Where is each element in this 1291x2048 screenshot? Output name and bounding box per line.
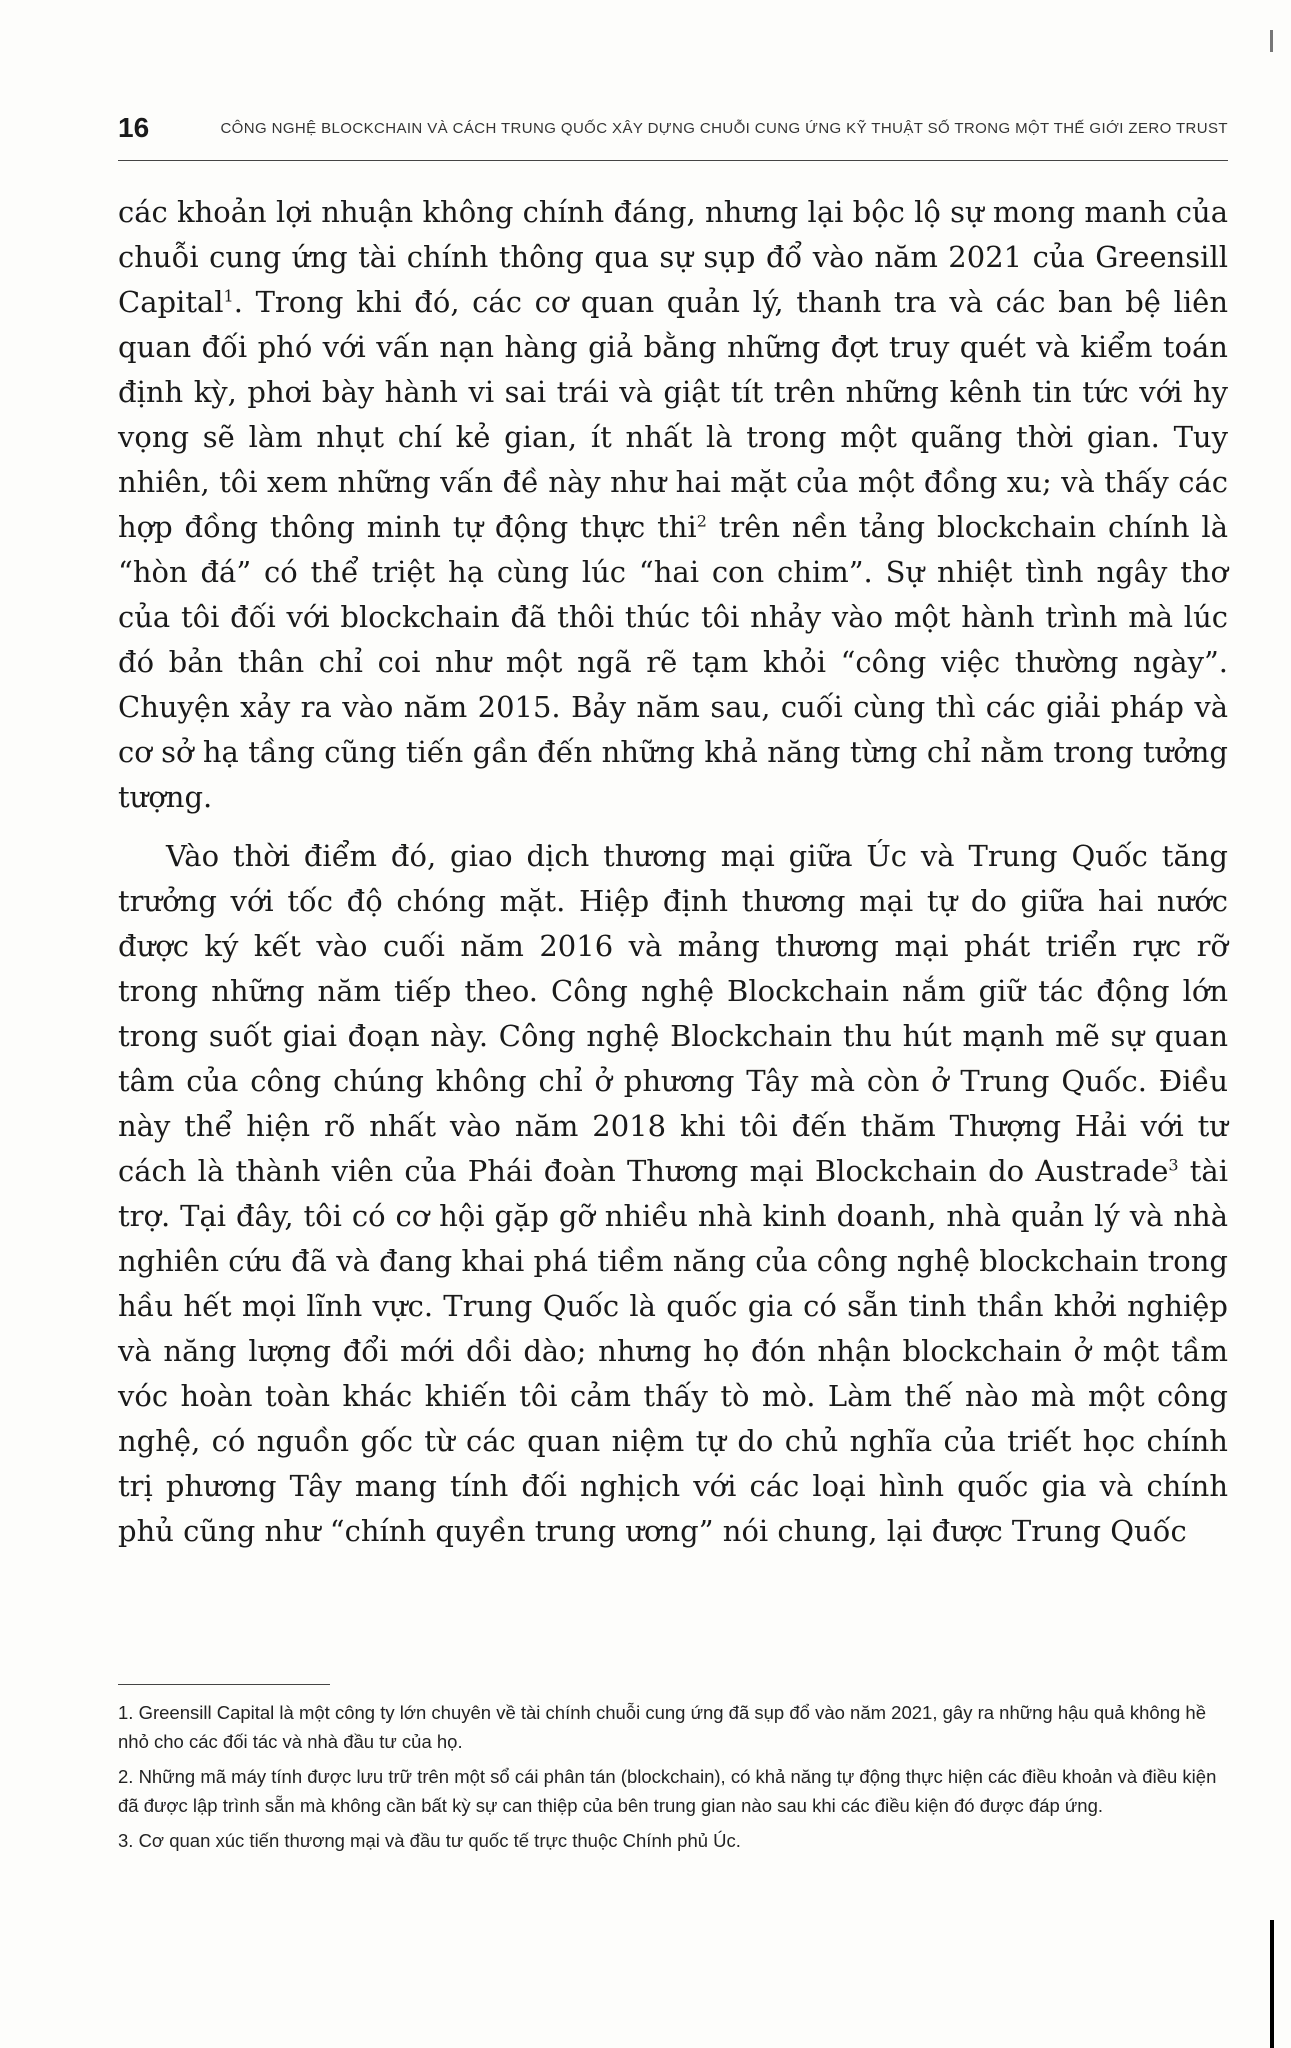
paragraph-1-part-b: . Trong khi đó, các cơ quan quản lý, thanh tra và các ban bệ liên quan đối phó với vấn nạn hàng giả bằng những đợt truy quét và kiểm toán định kỳ, phơi bày hành vi sai trái và giật tít trên những kênh tin tức với hy vọng sẽ làm nhụt chí kẻ gian, ít nhất là trong một quãng thời gian. Tuy nhiên, tôi xem những vấn đề này như hai mặt của một đồng xu; và thấy các hợp đồng thông minh tự động thực thi — [118, 285, 1228, 544]
footnotes — [118, 1698, 1228, 1861]
paragraph-1 — [118, 190, 1228, 820]
footnote-ref-3: 3 — [1168, 1155, 1179, 1175]
body-text — [118, 190, 1228, 1554]
paragraph-2-part-b: tài trợ. Tại đây, tôi có cơ hội gặp gỡ nhiều nhà kinh doanh, nhà quản lý và nhà nghiên cứu đã và đang khai phá tiềm năng của công nghệ blockchain trong hầu hết mọi lĩnh vực. Trung Quốc là quốc gia có sẵn tinh thần khởi nghiệp và năng lượng đổi mới dồi dào; nhưng họ đón nhận blockchain ở một tầm vóc hoàn toàn khác khiến tôi cảm thấy tò mò. Làm thế nào mà một công nghệ, có nguồn gốc từ các quan niệm tự do chủ nghĩa của triết học chính trị phương Tây mang tính đối nghịch với các loại hình quốc gia và chính phủ cũng như “chính quyền trung ương” nói chung, lại được Trung Quốc — [118, 1154, 1228, 1548]
footnote-1: 1. Greensill Capital là một công ty lớn chuyên về tài chính chuỗi cung ứng đã sụp đổ vào năm 2021, gây ra những hậu quả không hề nhỏ cho các đối tác và nhà đầu tư của họ. — [118, 1702, 1206, 1752]
header-rule — [118, 160, 1228, 161]
page-edge-mark — [1270, 30, 1273, 52]
page-number: 16 — [118, 112, 150, 143]
page-edge-shadow — [1270, 1920, 1274, 2048]
footnote-ref-2: 2 — [696, 511, 707, 531]
paragraph-2-part-a: Vào thời điểm đó, giao dịch thương mại giữa Úc và Trung Quốc tăng trưởng với tốc độ chóng mặt. Hiệp định thương mại tự do giữa hai nước được ký kết vào cuối năm 2016 và mảng thương mại phát triển rực rỡ trong những năm tiếp theo. Công nghệ Blockchain nắm giữ tác động lớn trong suốt giai đoạn này. Công nghệ Blockchain thu hút mạnh mẽ sự quan tâm của công chúng không chỉ ở phương Tây mà còn ở Trung Quốc. Điều này thể hiện rõ nhất vào năm 2018 khi tôi đến thăm Thượng Hải với tư cách là thành viên của Phái đoàn Thương mại Blockchain do Austrade — [118, 839, 1228, 1188]
footnote-ref-1: 1 — [223, 286, 234, 306]
paragraph-1-part-c: trên nền tảng blockchain chính là “hòn đá” có thể triệt hạ cùng lúc “hai con chim”. Sự nhiệt tình ngây thơ của tôi đối với blockchain đã thôi thúc tôi nhảy vào một hành trình mà lúc đó bản thân chỉ coi như một ngã rẽ tạm khỏi “công việc thường ngày”. Chuyện xảy ra vào năm 2015. Bảy năm sau, cuối cùng thì các giải pháp và cơ sở hạ tầng cũng tiến gần đến những khả năng từng chỉ nằm trong tưởng tượng. — [118, 510, 1228, 814]
running-title: CÔNG NGHỆ BLOCKCHAIN VÀ CÁCH TRUNG QUỐC XÂY DỰNG CHUỖI CUNG ỨNG KỸ THUẬT SỐ TRONG MỘT THẾ GIỚI ZERO TRUST — [220, 120, 1228, 137]
paragraph-2 — [118, 834, 1228, 1554]
page-header — [118, 112, 1228, 160]
footnote-separator — [118, 1684, 330, 1685]
footnote-2: 2. Những mã máy tính được lưu trữ trên một sổ cái phân tán (blockchain), có khả năng tự động thực hiện các điều khoản và điều kiện đã được lập trình sẵn mà không cần bất kỳ sự can thiệp của bên trung gian nào sau khi các điều kiện đó được đáp ứng. — [118, 1766, 1217, 1816]
paragraph-1-part-a: các khoản lợi nhuận không chính đáng, nhưng lại bộc lộ sự mong manh của chuỗi cung ứng tài chính thông qua sự sụp đổ vào năm 2021 của Greensill Capital — [118, 195, 1228, 319]
footnote-3: 3. Cơ quan xúc tiến thương mại và đầu tư quốc tế trực thuộc Chính phủ Úc. — [118, 1830, 741, 1851]
